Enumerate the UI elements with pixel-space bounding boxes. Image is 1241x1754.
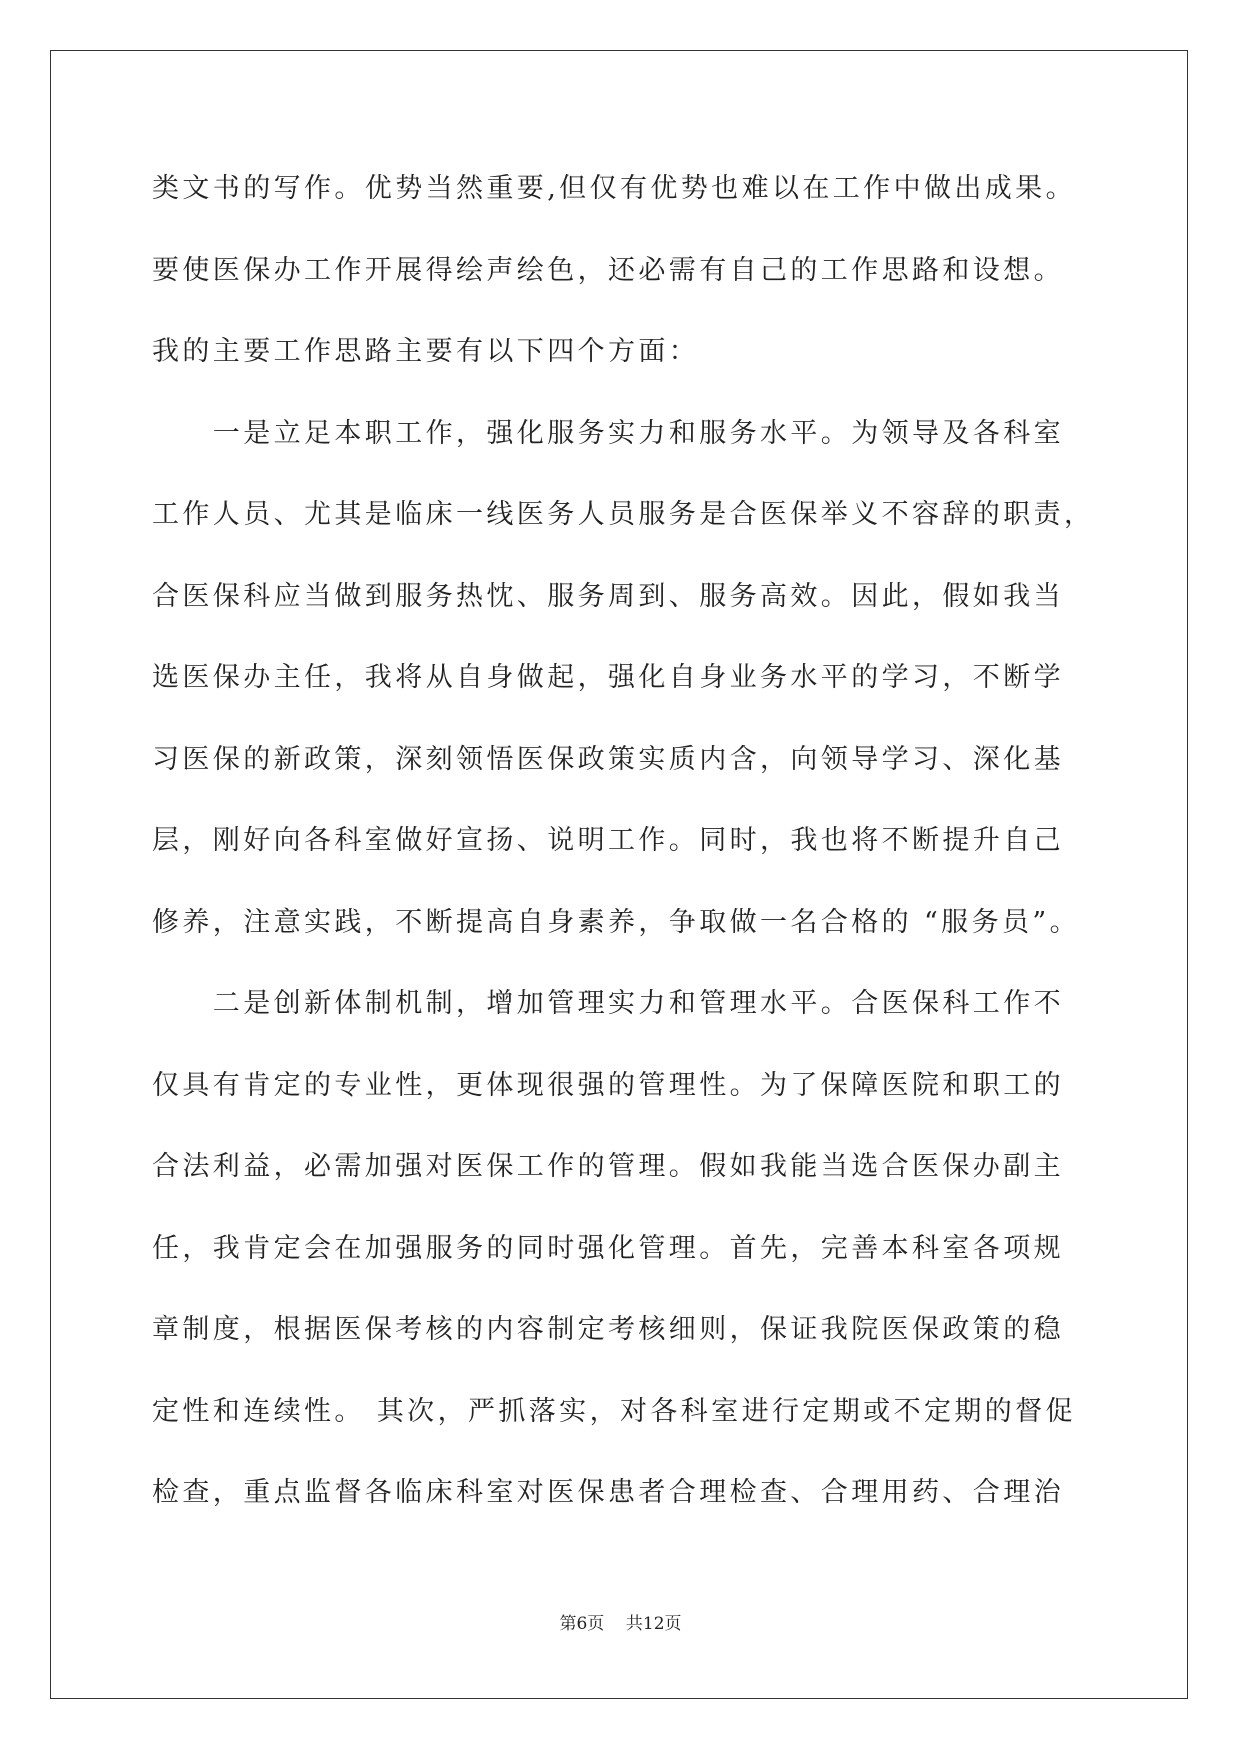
text-line: 我的主要工作思路主要有以下四个方面： <box>152 336 700 367</box>
text-line: 二是创新体制机制，增加管理实力和管理水平。合医保科工作不 <box>152 988 1064 1019</box>
text-line: 章制度，根据医保考核的内容制定考核细则，保证我院医保政策的稳 <box>152 1314 1064 1345</box>
text-line: 修养，注意实践，不断提高自身素养，争取做一名合格的 “服务员”。 <box>152 906 1080 938</box>
text-line: 合法利益，必需加强对医保工作的管理。假如我能当选合医保办副主 <box>152 1151 1064 1182</box>
text-line: 任，我肯定会在加强服务的同时强化管理。首先，完善本科室各项规 <box>152 1232 1064 1264</box>
text-line: 习医保的新政策，深刻领悟医保政策实质内含，向领导学习、深化基 <box>152 743 1064 775</box>
text-line: 一是立足本职工作，强化服务实力和服务水平。为领导及各科室 <box>152 417 1064 449</box>
text-line: 工作人员、尤其是临床一线医务人员服务是合医保举义不容辞的职责， <box>152 499 1095 530</box>
text-line: 合医保科应当做到服务热忱、服务周到、服务高效。因此，假如我当 <box>152 580 1064 612</box>
text-line: 类文书的写作。优势当然重要,但仅有优势也难以在工作中做出成果。 <box>152 173 1076 204</box>
text-line: 检查，重点监督各临床科室对医保患者合理检查、合理用药、合理治 <box>152 1477 1064 1508</box>
text-line: 仅具有肯定的专业性，更体现很强的管理性。为了保障医院和职工的 <box>152 1069 1064 1101</box>
page-number: 第6页 <box>559 1614 605 1634</box>
page-total: 共12页 <box>625 1614 682 1634</box>
text-line: 定性和连续性。 其次，严抓落实，对各科室进行定期或不定期的督促 <box>152 1395 1076 1427</box>
text-line: 选医保办主任，我将从自身做起，强化自身业务水平的学习，不断学 <box>152 662 1064 693</box>
body-text <box>152 148 1095 1534</box>
text-line: 层，刚好向各科室做好宣扬、说明工作。同时，我也将不断提升自己 <box>152 825 1064 856</box>
page-footer <box>0 1612 1241 1636</box>
text-line: 要使医保办工作开展得绘声绘色，还必需有自己的工作思路和设想。 <box>152 254 1064 286</box>
